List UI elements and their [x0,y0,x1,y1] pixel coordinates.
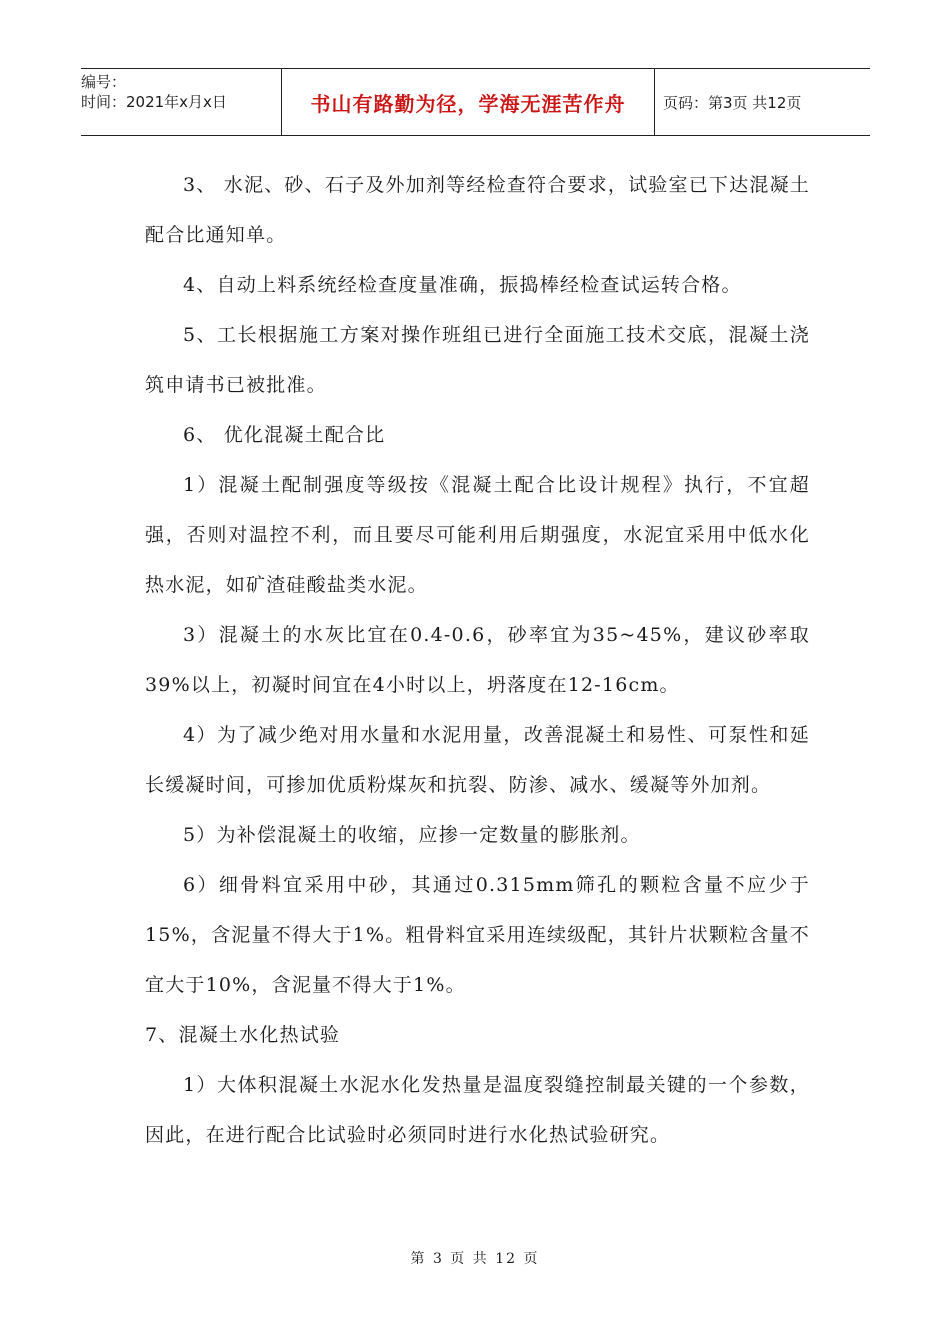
header-motto-cell [281,69,655,135]
paragraph-sub-7-1: 1）大体积混凝土水泥水化发热量是温度裂缝控制最关键的一个参数，因此，在进行配合比试验时必须同时进行水化热试验研究。 [145,1074,810,1146]
header-page-cell [655,69,870,135]
header-page-label: 页码：第3页 共12页 [663,93,802,112]
paragraph-sub-4: 4）为了减少绝对用水量和水泥用量，改善混凝土和易性、可泵性和延长缓凝时间，可掺加优质粉煤灰和抗裂、防渗、减水、缓凝等外加剂。 [145,724,810,796]
paragraph-item-4: 4、自动上料系统经检查度量准确，振捣棒经检查试运转合格。 [183,274,742,296]
section-heading-7: 7、混凝土水化热试验 [145,1024,341,1046]
page-footer: 第 3 页 共 12 页 [410,1251,540,1267]
paragraph-sub-1: 1）混凝土配制强度等级按《混凝土配合比设计规程》执行，不宜超强，否则对温控不利，而且要尽可能利用后期强度，水泥宜采用中低水化热水泥，如矿渣硅酸盐类水泥。 [145,474,810,596]
document-number-label: 编号： [81,73,127,91]
document-header [81,68,870,136]
document-date-label: 时间：2021年x月x日 [81,93,227,111]
header-meta [81,69,281,135]
document-body [145,160,810,1160]
section-heading-6: 6、 优化混凝土配合比 [183,424,386,446]
paragraph-sub-6: 6）细骨料宜采用中砂，其通过0.315mm筛孔的颗粒含量不应少于15%，含泥量不得大于1%。粗骨料宜采用连续级配，其针片状颗粒含量不宜大于10%，含泥量不得大于1%。 [145,874,810,996]
paragraph-item-5: 5、工长根据施工方案对操作班组已进行全面施工技术交底，混凝土浇筑申请书已被批准。 [145,324,810,396]
paragraph-sub-5: 5）为补偿混凝土的收缩，应掺一定数量的膨胀剂。 [183,824,641,846]
paragraph-item-3: 3、 水泥、砂、石子及外加剂等经检查符合要求，试验室已下达混凝土配合比通知单。 [145,174,810,246]
header-motto: 书山有路勤为径，学海无涯苦作舟 [310,91,626,116]
paragraph-sub-3: 3）混凝土的水灰比宜在0.4-0.6，砂率宜为35~45%，建议砂率取39%以上，初凝时间宜在4小时以上，坍落度在12-16cm。 [145,624,810,696]
